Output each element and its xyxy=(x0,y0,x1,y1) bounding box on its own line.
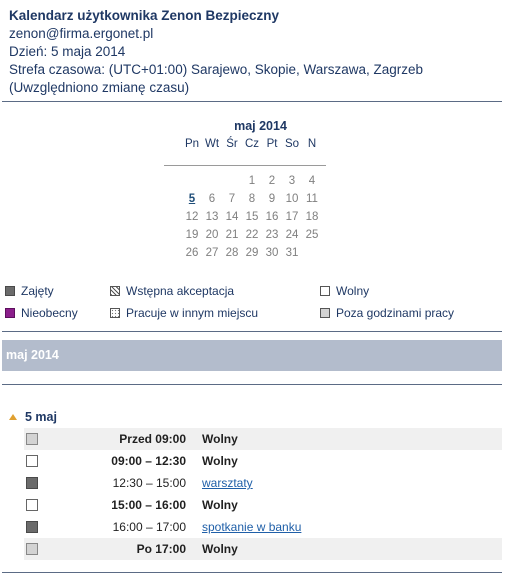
outside-hours-status-icon xyxy=(26,433,38,445)
mini-calendar-day[interactable]: 1 xyxy=(248,175,256,187)
weekday-label: Wt xyxy=(204,138,220,150)
legend-tentative-label: Wstępna akceptacja xyxy=(126,284,235,298)
busy-status-icon xyxy=(26,477,38,489)
mini-calendar-today[interactable]: 5 xyxy=(188,193,196,205)
appointment-link[interactable]: warsztaty xyxy=(202,476,253,490)
weekday-label: Pt xyxy=(266,138,278,150)
schedule-row xyxy=(24,472,502,494)
mini-calendar-day[interactable]: 8 xyxy=(248,193,256,205)
day-label: 5 maj xyxy=(25,410,57,424)
free-swatch xyxy=(320,286,330,296)
mini-calendar-day[interactable]: 9 xyxy=(268,193,276,205)
mini-calendar-day[interactable]: 15 xyxy=(245,211,259,223)
legend-out-of-office xyxy=(5,306,78,320)
mini-calendar xyxy=(182,118,327,262)
schedule-time: Po 17:00 xyxy=(136,542,186,556)
free-status-icon xyxy=(26,499,38,511)
mini-calendar-day[interactable]: 13 xyxy=(205,211,219,223)
busy-swatch xyxy=(5,286,15,296)
tentative-swatch xyxy=(110,286,120,296)
schedule-subject: Wolny xyxy=(202,432,238,446)
calendar-title: Kalendarz użytkownika Zenon Bezpieczny xyxy=(9,8,280,23)
working-elsewhere-swatch xyxy=(110,308,120,318)
day-schedule xyxy=(24,428,502,560)
divider-top xyxy=(2,101,502,102)
schedule-time: 15:00 – 16:00 xyxy=(111,498,186,512)
outside-hours-swatch xyxy=(320,308,330,318)
mini-calendar-day[interactable]: 16 xyxy=(265,211,279,223)
mini-calendar-day[interactable]: 18 xyxy=(305,211,319,223)
weekday-label: So xyxy=(284,138,300,150)
legend-out-of-office-label: Nieobecny xyxy=(21,306,78,320)
schedule-subject: Wolny xyxy=(202,542,238,556)
mini-calendar-day[interactable]: 10 xyxy=(285,193,299,205)
divider-month xyxy=(2,384,502,385)
mini-calendar-day[interactable]: 27 xyxy=(205,247,219,259)
busy-status-icon xyxy=(26,521,38,533)
mini-calendar-day[interactable]: 24 xyxy=(285,229,299,241)
mini-calendar-day[interactable]: 17 xyxy=(285,211,299,223)
out-of-office-swatch xyxy=(5,308,15,318)
schedule-row xyxy=(24,450,502,472)
legend-busy-label: Zajęty xyxy=(21,284,54,298)
calendar-header xyxy=(9,7,423,97)
schedule-time: 09:00 – 12:30 xyxy=(111,454,186,468)
mini-calendar-day[interactable]: 20 xyxy=(205,229,219,241)
day-header[interactable] xyxy=(9,410,57,424)
schedule-row xyxy=(24,516,502,538)
outside-hours-status-icon xyxy=(26,543,38,555)
collapse-triangle-icon[interactable] xyxy=(9,414,17,420)
schedule-time: 16:00 – 17:00 xyxy=(112,520,186,534)
appointment-link[interactable]: spotkanie w banku xyxy=(202,520,302,534)
mini-calendar-day[interactable]: 6 xyxy=(208,193,216,205)
legend-free xyxy=(320,284,369,298)
divider-legend xyxy=(2,331,502,332)
mini-calendar-day xyxy=(222,172,242,190)
mini-calendar-day[interactable]: 2 xyxy=(268,175,276,187)
mini-calendar-day[interactable]: 19 xyxy=(185,229,199,241)
mini-calendar-day[interactable]: 4 xyxy=(308,175,316,187)
weekday-label: Śr xyxy=(226,138,238,150)
mini-calendar-day[interactable]: 12 xyxy=(185,211,199,223)
user-email: zenon@firma.ergonet.pl xyxy=(9,26,154,41)
mini-calendar-day xyxy=(302,244,322,262)
mini-calendar-day[interactable]: 26 xyxy=(185,247,199,259)
dst-note: (Uwzględniono zmianę czasu) xyxy=(9,80,190,95)
timezone-line: Strefa czasowa: (UTC+01:00) Sarajewo, Skopie, Warszawa, Zagrzeb xyxy=(9,62,424,77)
schedule-subject: Wolny xyxy=(202,454,238,468)
mini-calendar-day xyxy=(182,172,202,190)
legend-working-elsewhere-label: Pracuje w innym miejscu xyxy=(126,306,259,320)
legend-tentative xyxy=(110,284,234,298)
free-status-icon xyxy=(26,455,38,467)
mini-calendar-day[interactable]: 29 xyxy=(245,247,259,259)
date-line: Dzień: 5 maja 2014 xyxy=(9,44,126,59)
legend-outside-hours-label: Poza godzinami pracy xyxy=(336,306,455,320)
divider-bottom xyxy=(2,572,502,573)
mini-calendar-day xyxy=(202,172,222,190)
mini-calendar-day[interactable]: 25 xyxy=(305,229,319,241)
mini-calendar-day[interactable]: 30 xyxy=(265,247,279,259)
mini-calendar-day[interactable]: 23 xyxy=(265,229,279,241)
month-bar: maj 2014 xyxy=(2,340,502,371)
mini-calendar-day[interactable]: 3 xyxy=(288,175,296,187)
schedule-row xyxy=(24,494,502,516)
mini-calendar-separator xyxy=(164,165,326,166)
schedule-subject: Wolny xyxy=(202,498,238,512)
legend-working-elsewhere xyxy=(110,306,258,320)
mini-calendar-month: maj 2014 xyxy=(234,119,287,133)
mini-calendar-day[interactable]: 28 xyxy=(225,247,239,259)
schedule-row xyxy=(24,428,502,450)
legend-outside-hours xyxy=(320,306,454,320)
mini-calendar-day[interactable]: 11 xyxy=(306,193,318,205)
weekday-label: Cz xyxy=(244,138,260,150)
weekday-label: Pn xyxy=(184,138,200,150)
mini-calendar-day[interactable]: 31 xyxy=(285,247,299,259)
mini-calendar-day[interactable]: 7 xyxy=(228,193,236,205)
mini-calendar-day[interactable]: 21 xyxy=(225,229,239,241)
legend-free-label: Wolny xyxy=(336,284,370,298)
legend-busy xyxy=(5,284,54,298)
weekday-label: N xyxy=(307,138,317,150)
schedule-time: Przed 09:00 xyxy=(119,432,186,446)
mini-calendar-day[interactable]: 14 xyxy=(225,211,239,223)
mini-calendar-grid xyxy=(182,135,322,262)
schedule-time: 12:30 – 15:00 xyxy=(112,476,186,490)
mini-calendar-day[interactable]: 22 xyxy=(245,229,259,241)
schedule-row xyxy=(24,538,502,560)
